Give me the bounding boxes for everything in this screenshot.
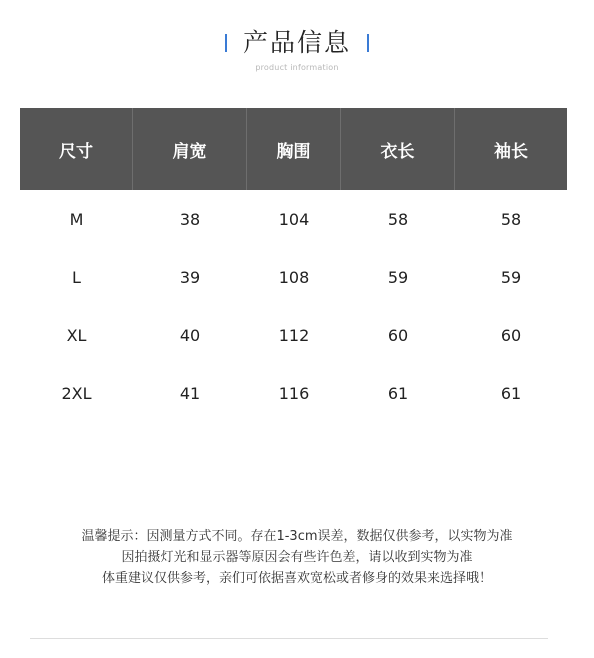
cell-chest: 108: [278, 267, 310, 287]
note-line: 因拍摄灯光和显示器等原因会有些许色差，请以收到实物为准: [121, 550, 473, 565]
page-subtitle: product information: [255, 63, 339, 72]
cell-length: 58: [387, 209, 409, 229]
header-chest: 胸围: [247, 108, 341, 190]
cell-size: 2XL: [61, 383, 92, 403]
cell-sleeve-length: 61: [500, 383, 522, 403]
table-row: [20, 248, 567, 306]
header-size: 尺寸: [20, 108, 133, 190]
title-row: [225, 26, 369, 60]
cell-length: 60: [387, 325, 409, 345]
table-row: [20, 364, 567, 422]
table-header-row: [20, 108, 567, 190]
note-line: 温馨提示：因测量方式不同。存在1-3cm误差，数据仅供参考，以实物为准: [81, 529, 513, 544]
table-row: [20, 190, 567, 248]
cell-size: L: [72, 267, 81, 287]
cell-length: 61: [387, 383, 409, 403]
note-line: 体重建议仅供参考，亲们可依据喜欢宽松或者修身的效果来选择哦！: [101, 571, 492, 586]
cell-shoulder-width: 41: [179, 383, 201, 403]
cell-size: M: [69, 209, 84, 229]
size-table: [20, 108, 567, 422]
cell-chest: 116: [278, 383, 310, 403]
cell-chest: 104: [278, 209, 310, 229]
title-section: [0, 26, 594, 60]
cell-length: 59: [387, 267, 409, 287]
header-sleeve-length: 袖长: [494, 141, 528, 162]
title-right-bar: [367, 34, 369, 52]
page-title: 产品信息: [242, 28, 351, 57]
cell-sleeve-length: 59: [500, 267, 522, 287]
cell-sleeve-length: 58: [500, 209, 522, 229]
cell-shoulder-width: 39: [179, 267, 201, 287]
cell-chest: 112: [278, 325, 310, 345]
cell-shoulder-width: 40: [179, 325, 201, 345]
header-length: 衣长: [341, 108, 455, 190]
bottom-divider: [30, 638, 548, 639]
cell-shoulder-width: 38: [179, 209, 201, 229]
cell-size: XL: [66, 325, 87, 345]
header-shoulder-width: 肩宽: [133, 108, 247, 190]
table-row: [20, 306, 567, 364]
cell-sleeve-length: 60: [500, 325, 522, 345]
title-left-bar: [225, 34, 227, 52]
size-note: [0, 526, 594, 589]
